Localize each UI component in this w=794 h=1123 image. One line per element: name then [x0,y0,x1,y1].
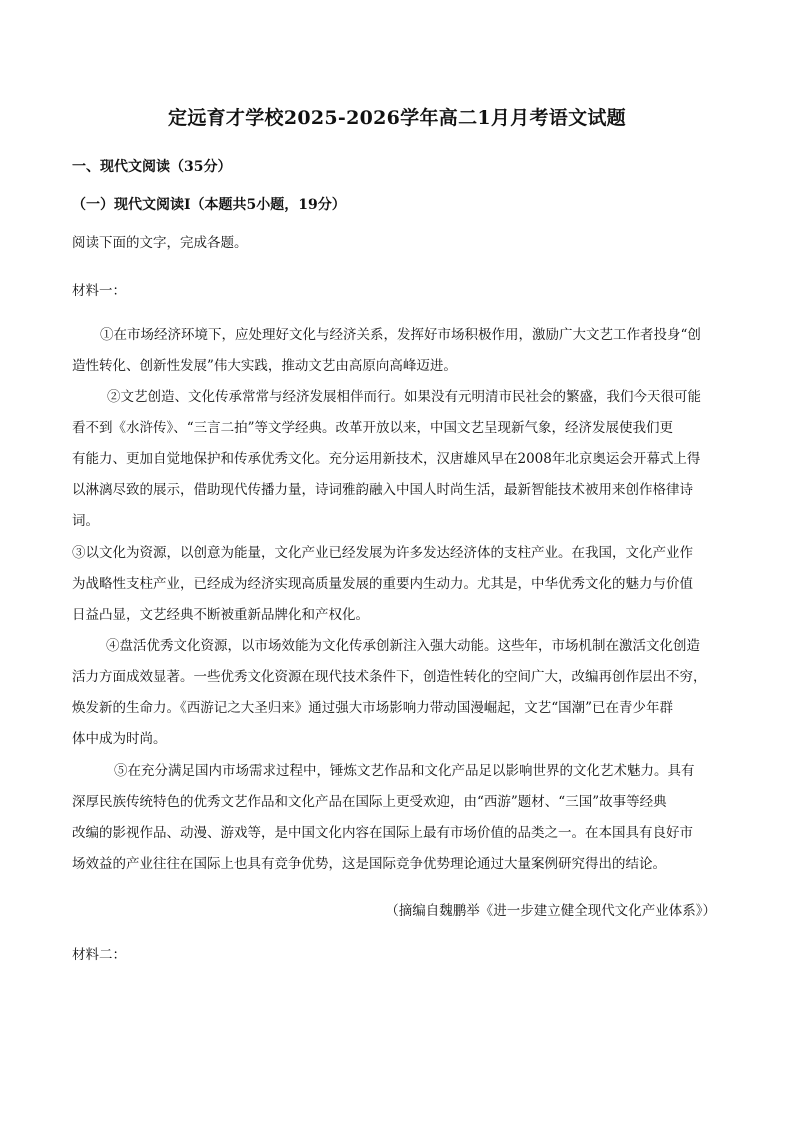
paragraph-3 [72,538,732,631]
paragraph-line: 体中成为时尚。 [72,731,167,747]
paragraph-line: 造性转化、创新性发展”伟大实践，推动文艺由高原向高峰迈进。 [72,358,457,374]
page-title: 定远育才学校2025-2026学年高二1月月考语文试题 [168,107,626,129]
paragraph-line: 活力方面成效显著。一些优秀文化资源在现代技术条件下，创造性转化的空间广大，改编再创作层出不穷， [72,669,707,685]
paragraph-line: 为战略性支柱产业，已经成为经济实现高质量发展的重要内生动力。尤其是，中华优秀文化的魅力与价值 [72,576,693,592]
paragraph-line: ②文艺创造、文化传承常常与经济发展相伴而行。如果没有元明清市民社会的繁盛，我们今天很可能 [107,389,701,405]
paragraph-line: 以淋漓尽致的展示，借助现代传播力量，诗词雅韵融入中国人时尚生活，最新智能技术被用来创作格律诗 [72,482,693,498]
paragraph-line: 有能力、更加自觉地保护和传承优秀文化。充分运用新技术，汉唐雄风早在2008年北京奥运会开幕式上得 [72,451,701,467]
material-one-label: 材料一： [72,283,126,299]
instruction-text: 阅读下面的文字，完成各题。 [72,235,248,251]
paragraph-line: ③以文化为资源，以创意为能量，文化产业已经发展为许多发达经济体的支柱产业。在我国，文化产业作 [72,545,693,561]
paragraph-line: 场效益的产业往往在国际上也具有竞争优势，这是国际竞争优势理论通过大量案例研究得出的结论。 [72,856,666,872]
material-two-label: 材料二： [72,947,126,963]
paragraph-2 [72,382,732,537]
paragraph-line: ⑤在充分满足国内市场需求过程中，锤炼文艺作品和文化产品足以影响世界的文化艺术魅力。具有 [114,763,695,779]
paragraph-5 [72,756,732,880]
paragraph-line: 词。 [72,513,99,529]
source-citation: （摘编自魏鹏举《进一步建立健全现代文化产业体系》） [385,903,716,919]
paragraph-line: ④盘活优秀文化资源，以市场效能为文化传承创新注入强大动能。这些年，市场机制在激活文化创造 [106,638,700,654]
paragraph-line: 深厚民族传统特色的优秀文艺作品和文化产品在国际上更受欢迎，由“西游”题材、“三国”故事等经典 [72,794,667,810]
section-heading: 一、现代文阅读（35分） [72,159,232,175]
paragraph-1 [72,320,732,382]
paragraph-line: 看不到《水浒传》、“三言二拍”等文学经典。改革开放以来，中国文艺呈现新气象，经济发展使我们更 [72,420,674,436]
paragraph-line: 改编的影视作品、动漫、游戏等，是中国文化内容在国际上最有市场价值的品类之一。在本国具有良好市 [72,825,693,841]
paragraph-line: 焕发新的生命力。《西游记之大圣归来》通过强大市场影响力带动国漫崛起，文艺“国潮”已在青少年群 [72,700,674,716]
paragraph-line: ①在市场经济环境下，应处理好文化与经济关系，发挥好市场积极作用，激励广大文艺工作者投身“创 [100,327,701,343]
paragraph-line: 日益凸显，文艺经典不断被重新品牌化和产权化。 [72,607,369,623]
subsection-heading: （一）现代文阅读Ⅰ（本题共5小题，19分） [72,197,346,213]
paragraph-4 [72,631,732,755]
